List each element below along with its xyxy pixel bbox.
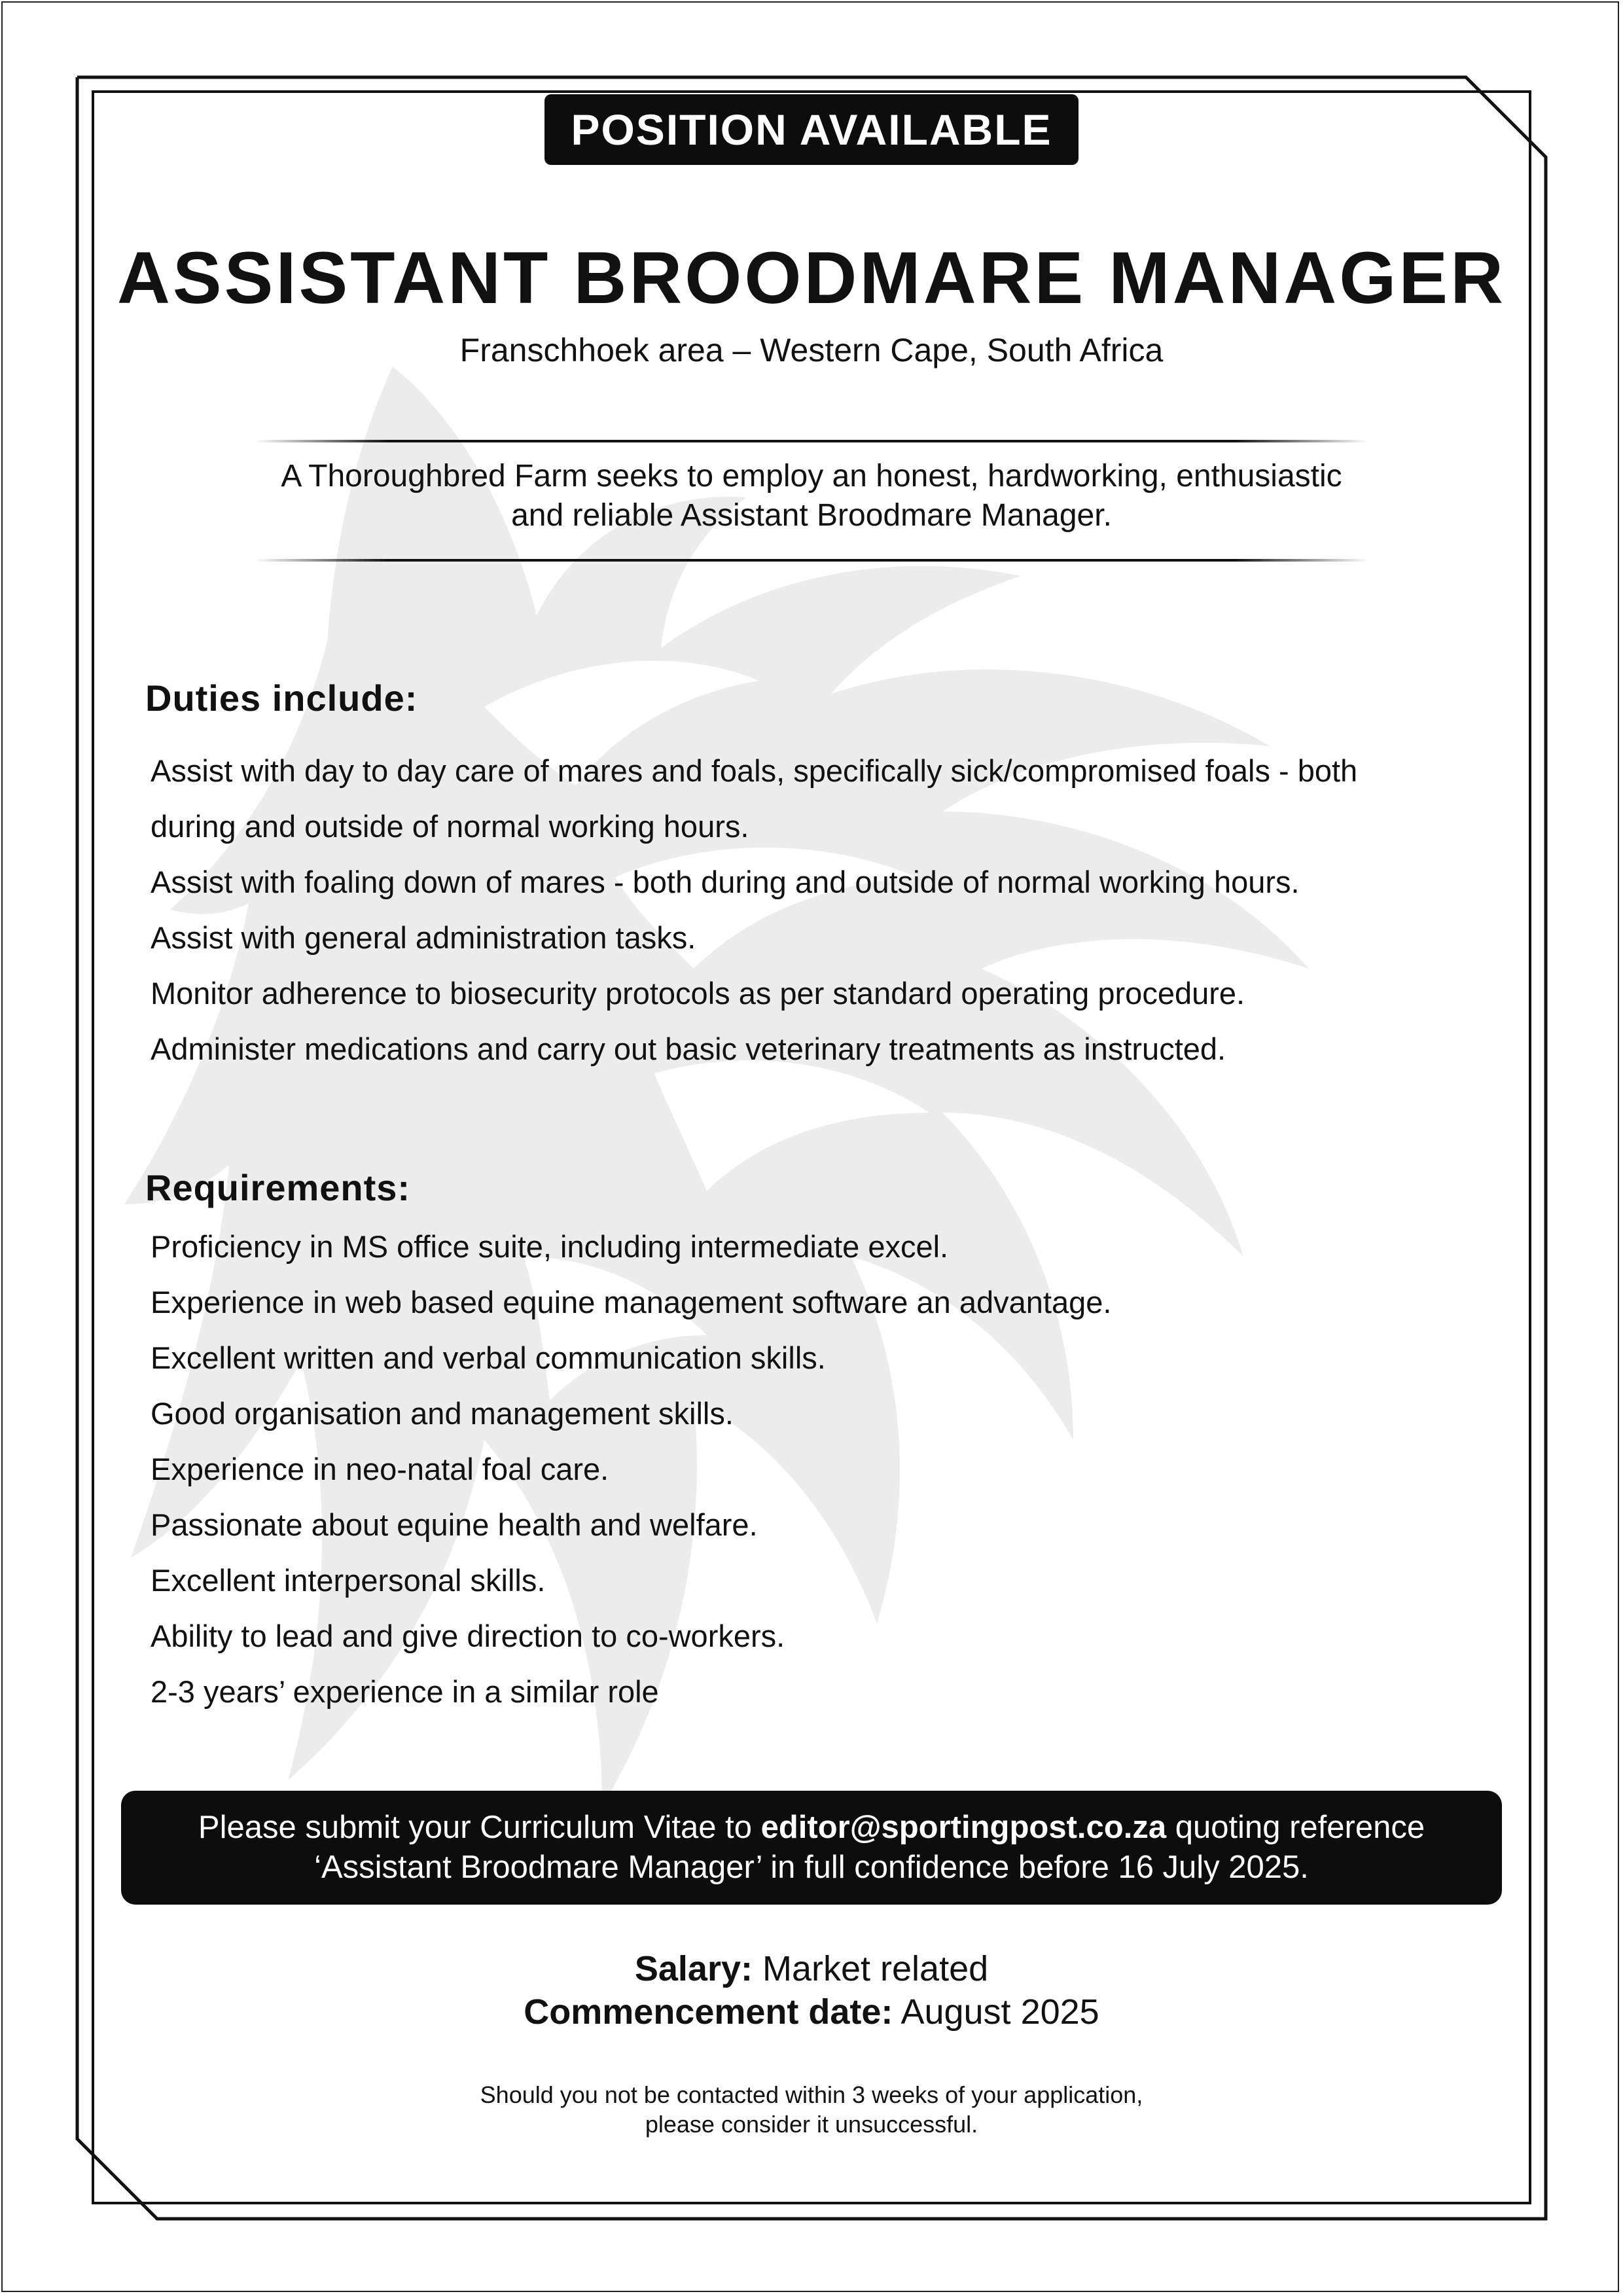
- intro-bottom-divider: [255, 559, 1368, 562]
- list-item: Experience in web based equine management software an advantage.: [151, 1285, 1112, 1319]
- salary-line: [0, 1947, 1623, 1990]
- duties-list: [151, 743, 1492, 1077]
- submit-instructions-box: [121, 1791, 1502, 1905]
- requirements-heading: Requirements:: [145, 1167, 411, 1208]
- job-location: Franschhoek area – Western Cape, South Africa: [459, 332, 1164, 368]
- list-item: Assist with foaling down of mares - both during and outside of normal working hours.: [151, 865, 1300, 899]
- intro-top-divider: [255, 440, 1368, 442]
- salary-label: Salary:: [634, 1949, 753, 1988]
- disclaimer-line: please consider it unsuccessful.: [645, 2111, 978, 2138]
- salary-value: Market related: [752, 1949, 989, 1988]
- salary-info: [0, 1947, 1623, 2034]
- list-item: Assist with general administration tasks.: [151, 920, 696, 955]
- requirements-list: [151, 1219, 1492, 1719]
- commencement-line: [0, 1990, 1623, 2034]
- job-title: ASSISTANT BROODMARE MANAGER: [117, 237, 1506, 319]
- disclaimer-line: Should you not be contacted within 3 weeks of your application,: [480, 2081, 1143, 2108]
- list-item: during and outside of normal working hours.: [151, 809, 749, 844]
- commencement-value: August 2025: [893, 1992, 1099, 2032]
- list-item: Passionate about equine health and welfare.: [151, 1507, 758, 1542]
- list-item: Ability to lead and give direction to co-workers.: [151, 1619, 785, 1653]
- list-item: 2-3 years’ experience in a similar role: [151, 1674, 659, 1709]
- list-item: Excellent interpersonal skills.: [151, 1563, 546, 1598]
- list-item: Excellent written and verbal communication skills.: [151, 1340, 826, 1375]
- submit-suffix: quoting reference: [1166, 1810, 1425, 1845]
- list-item: Good organisation and management skills.: [151, 1396, 734, 1431]
- disclaimer: [0, 2080, 1623, 2139]
- list-item: Monitor adherence to biosecurity protocols as per standard operating procedure.: [151, 976, 1245, 1011]
- list-item: Administer medications and carry out basic veterinary treatments as instructed.: [151, 1031, 1226, 1066]
- duties-heading: Duties include:: [145, 677, 418, 719]
- intro-line: and reliable Assistant Broodmare Manager.: [511, 498, 1112, 533]
- submit-prefix: Please submit your Curriculum Vitae to: [198, 1810, 761, 1845]
- commencement-label: Commencement date:: [524, 1992, 893, 2032]
- list-item: Assist with day to day care of mares and foals, specifically sick/compromised foals - both: [151, 753, 1358, 788]
- position-available-badge: POSITION AVAILABLE: [544, 94, 1079, 165]
- list-item: Proficiency in MS office suite, including intermediate excel.: [151, 1229, 949, 1264]
- email-link[interactable]: editor@sportingpost.co.za: [760, 1810, 1167, 1845]
- intro-text: [0, 457, 1623, 535]
- list-item: Experience in neo-natal foal care.: [151, 1452, 609, 1486]
- submit-line: ‘Assistant Broodmare Manager’ in full confidence before 16 July 2025.: [314, 1850, 1309, 1885]
- intro-line: A Thoroughbred Farm seeks to employ an honest, hardworking, enthusiastic: [281, 459, 1342, 493]
- submit-line: [121, 1808, 1502, 1848]
